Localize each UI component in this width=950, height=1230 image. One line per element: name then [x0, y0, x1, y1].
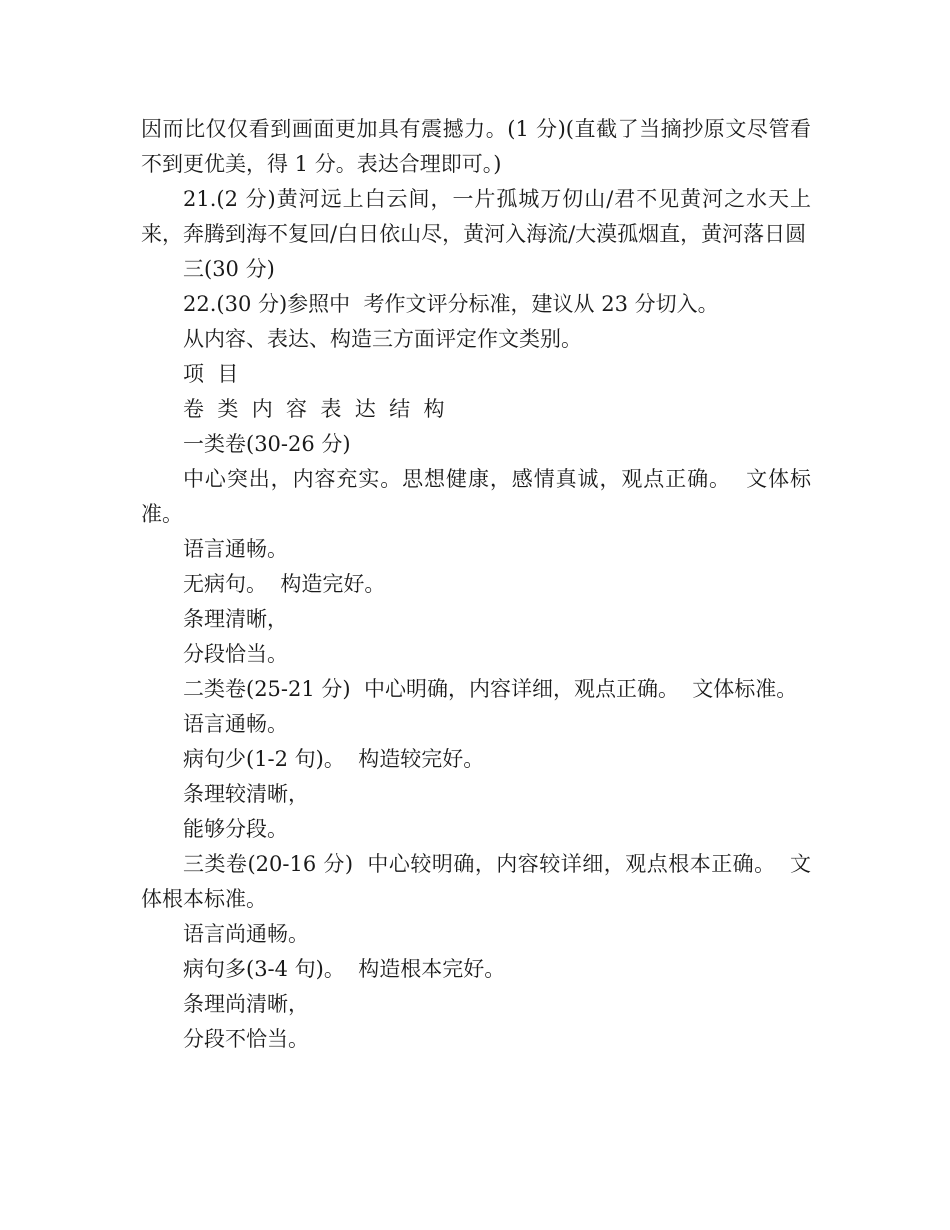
grade-three-paragraphing: 分段不恰当。	[183, 1027, 309, 1051]
document-body	[141, 112, 811, 1057]
grade-one-clarity: 条理清晰，	[183, 607, 288, 631]
grade-one-title: 一类卷(30-26 分)	[183, 432, 351, 456]
grade-one-structure: 无病句。 构造完好。	[183, 572, 386, 596]
paragraph-q22-intro: 22.(30 分)参照中 考作文评分标准，建议从 23 分切入。	[183, 292, 719, 316]
grade-three-clarity: 条理尚清晰，	[183, 992, 309, 1016]
grade-one-language: 语言通畅。	[183, 537, 288, 561]
grade-two-structure: 病句少(1-2 句)。 构造较完好。	[183, 747, 485, 771]
table-heading-item: 项 目	[183, 362, 239, 386]
grade-one-content: 中心突出，内容充实。思想健康，感情真诚，观点正确。 文体标准。	[141, 467, 811, 526]
table-heading-columns: 卷 类 内 容 表 达 结 构	[183, 397, 445, 421]
grade-three-language: 语言尚通畅。	[183, 922, 309, 946]
paragraph-continuation: 因而比仅仅看到画面更加具有震撼力。(1 分)(直截了当摘抄原文尽管看不到更优美，得 1 分。表达合理即可。)	[141, 117, 811, 176]
paragraph-q21-answer: 21.(2 分)黄河远上白云间，一片孤城万仞山/君不见黄河之水天上来，奔腾到海不复回/白日依山尽，黄河入海流/大漠孤烟直，黄河落日圆	[141, 187, 811, 246]
grade-one-paragraphing: 分段恰当。	[183, 642, 288, 666]
grade-two-paragraphing: 能够分段。	[183, 817, 288, 841]
grade-two-content: 二类卷(25-21 分) 中心明确，内容详细，观点正确。 文体标准。	[183, 677, 798, 701]
grade-three-content: 三类卷(20-16 分) 中心较明确，内容较详细，观点根本正确。 文体根本标准。	[141, 852, 811, 911]
grade-three-structure: 病句多(3-4 句)。 构造根本完好。	[183, 957, 506, 981]
grade-two-language: 语言通畅。	[183, 712, 288, 736]
paragraph-criteria-intro: 从内容、表达、构造三方面评定作文类别。	[183, 327, 582, 351]
grade-two-clarity: 条理较清晰，	[183, 782, 309, 806]
section-heading-three: 三(30 分)	[183, 257, 275, 281]
